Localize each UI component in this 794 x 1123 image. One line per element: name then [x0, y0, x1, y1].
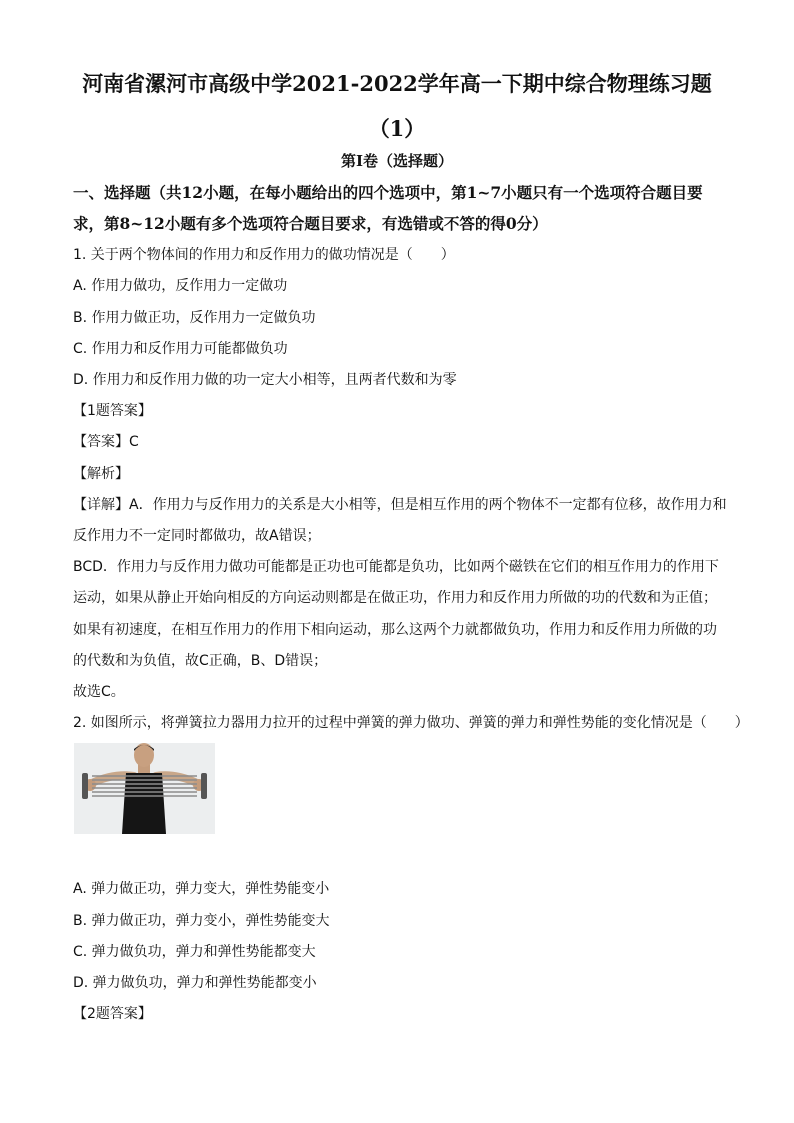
q1-explanation-line: 的代数和为负值，故C正确，B、D错误；	[73, 653, 328, 669]
exam-title-line1: 河南省漯河市高级中学2021-2022学年高一下期中综合物理练习题	[82, 71, 712, 96]
q1-explanation-line: 运动，如果从静止开始向相反的方向运动则都是在做正功，作用力和反作用力所做的功的代数和为正值；	[73, 590, 717, 606]
man-with-spring-expander-photo	[74, 743, 215, 834]
q1-explanation-line: BCD．作用力与反作用力做功可能都是正功也可能都是负功，比如两个磁铁在它们的相互作用力的作用下	[73, 559, 719, 575]
exam-title-line2: （1）	[368, 116, 426, 141]
q1-explanation-line: 故选C。	[73, 684, 125, 700]
section-heading: 一、选择题（共12小题，在每小题给出的四个选项中，第1~7小题只有一个选项符合题目要求，第8~12小题有多个选项符合题目要求，有选错或不答的得0分）	[73, 183, 703, 233]
q1-analysis-heading: 【解析】	[73, 466, 129, 482]
q1-answer-heading: 【1题答案】	[73, 403, 152, 419]
q2-option-a: A. 弹力做正功，弹力变大，弹性势能变小	[73, 881, 330, 897]
q1-stem: 1. 关于两个物体间的作用力和反作用力的做功情况是（ ）	[73, 247, 455, 263]
q2-option-c: C. 弹力做负功，弹力和弹性势能都变大	[73, 944, 316, 960]
q1-option-c: C. 作用力和反作用力可能都做负功	[73, 341, 288, 357]
q1-option-d: D. 作用力和反作用力做的功一定大小相等，且两者代数和为零	[73, 372, 457, 388]
part-subtitle: 第I卷（选择题）	[340, 152, 454, 170]
q2-option-d: D. 弹力做负功，弹力和弹性势能都变小	[73, 975, 317, 991]
q2-answer-heading: 【2题答案】	[73, 1006, 152, 1022]
q2-stem: 2. 如图所示，将弹簧拉力器用力拉开的过程中弹簧的弹力做功、弹簧的弹力和弹性势能的变化情况是（ ）	[73, 715, 749, 731]
q1-explanation-line: 如果有初速度，在相互作用力的作用下相向运动，那么这两个力就都做负功，作用力和反作用力所做的功	[73, 622, 717, 638]
q1-option-a: A. 作用力做功，反作用力一定做功	[73, 278, 288, 294]
q1-explanation-line: 【详解】A．作用力与反作用力的关系是大小相等，但是相互作用的两个物体不一定都有位移，故作用力和	[73, 497, 727, 513]
q2-option-b: B. 弹力做正功，弹力变小，弹性势能变大	[73, 913, 330, 929]
q1-explanation-line: 反作用力不一定同时都做功，故A错误；	[73, 528, 321, 544]
q1-answer: 【答案】C	[73, 434, 139, 450]
q1-option-b: B. 作用力做正功，反作用力一定做负功	[73, 310, 316, 326]
